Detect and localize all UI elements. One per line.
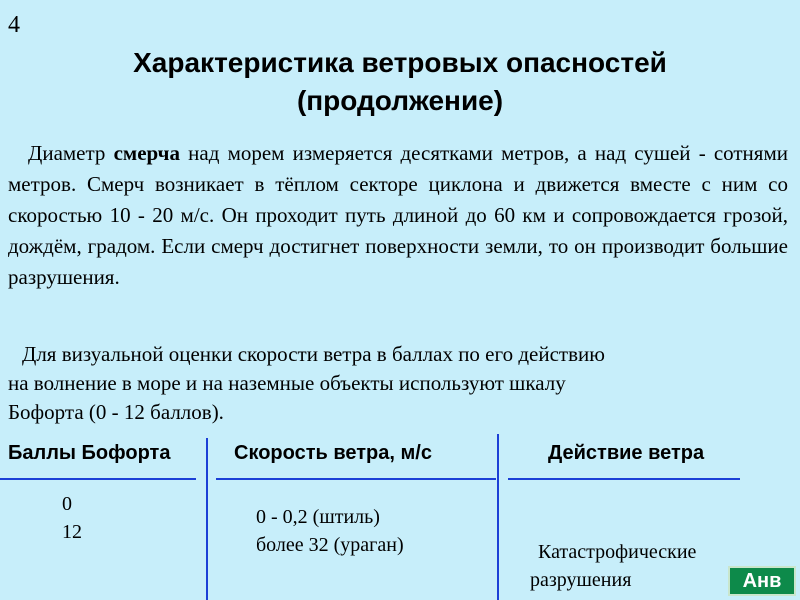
- effect-line: Катастрофические: [538, 541, 697, 563]
- column-divider-1: [206, 438, 208, 600]
- paragraph2-line-3: Бофорта (0 - 12 баллов).: [8, 400, 224, 424]
- point-value: 12: [62, 521, 82, 543]
- slide-title: [0, 44, 800, 120]
- paragraph1-bold-term: смерча: [113, 141, 181, 165]
- header-divider-2: [216, 478, 496, 480]
- tornado-paragraph: [8, 138, 788, 293]
- column-divider-2: [497, 434, 499, 600]
- beaufort-points-cell: [62, 490, 82, 546]
- paragraph1-start: Диаметр: [28, 141, 114, 165]
- speed-value: 0 - 0,2 (штиль): [256, 506, 380, 528]
- paragraph1-rest: над морем измеряется десятками метров, а над сушей - сотнями метров. Смерч возникает в тёплом секторе циклона и движется вместе с ним со скоростью 10 - 20 м/с. Он проходит путь длиной до 60 км и сопровождается грозой, дождём, градом. Если смерч достигнет поверхности земли, то он производит большие разрушения.: [8, 141, 788, 289]
- header-divider-3: [508, 478, 740, 480]
- title-line-2: (продолжение): [296, 85, 504, 116]
- title-line-1: Характеристика ветровых опасностей: [133, 47, 667, 78]
- wind-effect-cell: [530, 538, 696, 594]
- paragraph2-line-2: на волнение в море и на наземные объекты используют шкалу: [8, 371, 566, 395]
- header-beaufort-points: Баллы Бофорта: [8, 442, 171, 464]
- point-value: 0: [62, 493, 72, 515]
- header-wind-effect: Действие ветра: [548, 442, 705, 464]
- nav-button[interactable]: Анв: [728, 566, 796, 596]
- header-divider-1: [0, 478, 196, 480]
- slide-number: 4: [8, 12, 20, 38]
- beaufort-paragraph: [8, 340, 778, 427]
- speed-value: более 32 (ураган): [256, 534, 404, 556]
- wind-speed-cell: [256, 503, 404, 559]
- paragraph2-line-1: Для визуальной оценки скорости ветра в баллах по его действию: [22, 342, 605, 366]
- effect-line: разрушения: [530, 569, 632, 591]
- header-wind-speed: Скорость ветра, м/с: [234, 442, 432, 464]
